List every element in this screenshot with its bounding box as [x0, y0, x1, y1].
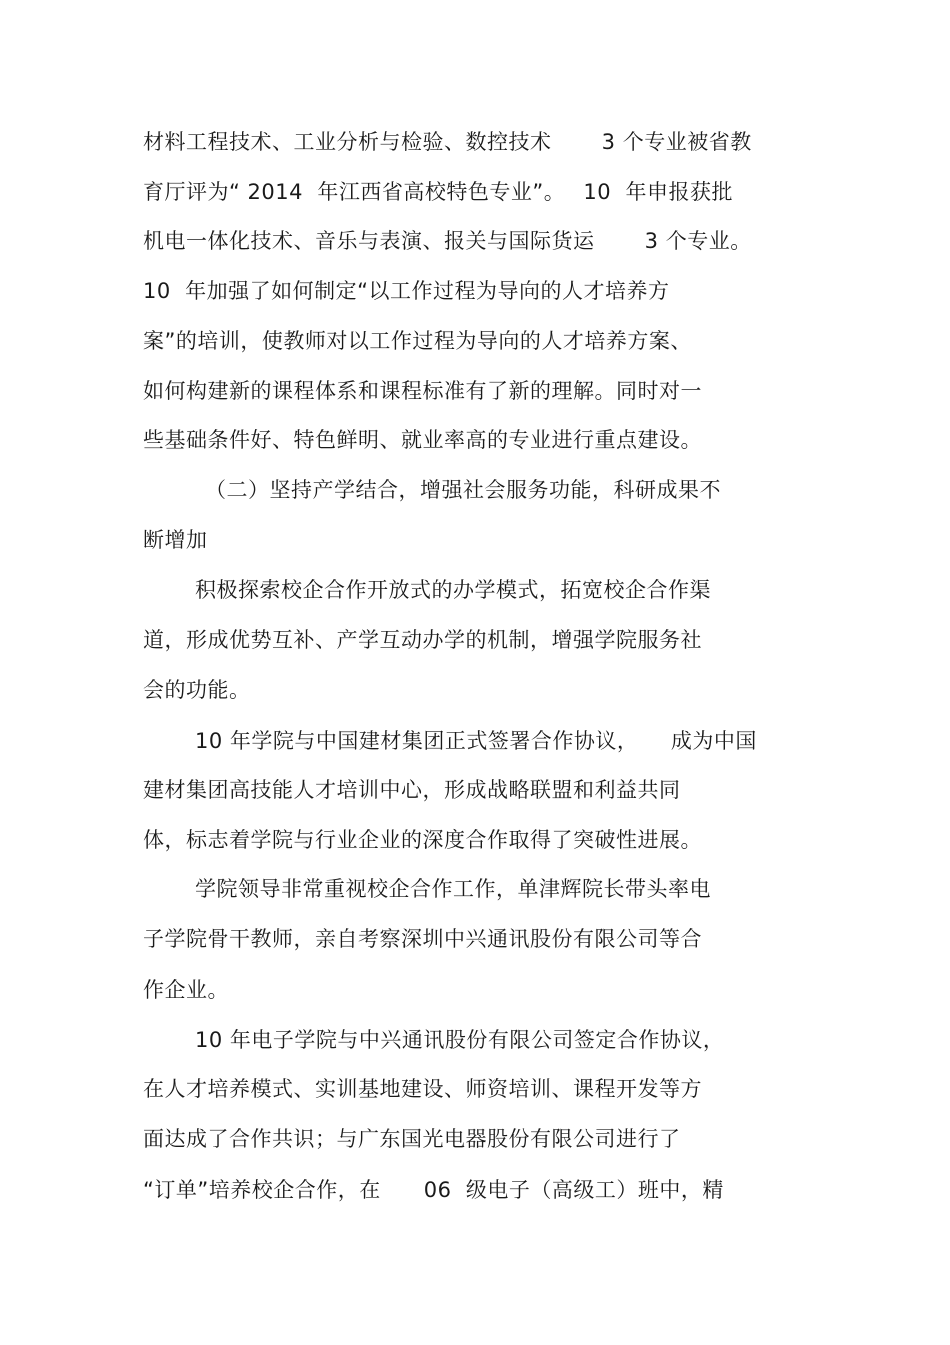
text-line: 材料工程技术、工业分析与检验、数控技术 3 个专业被省教: [143, 130, 752, 154]
text-line: 10 年加强了如何制定“以工作过程为导向的人才培养方: [143, 279, 670, 303]
paragraph-start: 学院领导非常重视校企合作工作，单津辉院长带头率电: [195, 877, 711, 901]
text-line: 育厅评为“ 2014 年江西省高校特色专业”。 10 年申报获批: [143, 180, 733, 204]
text-line: 案”的培训，使教师对以工作过程为导向的人才培养方案、: [143, 329, 692, 353]
paragraph-start: 10 年学院与中国建材集团正式签署合作协议， 成为中国: [195, 729, 757, 753]
text-line: 如何构建新的课程体系和课程标准有了新的理解。同时对一: [143, 379, 702, 403]
text-line: 道，形成优势互补、产学互动办学的机制，增强学院服务社: [143, 628, 702, 652]
text-line: “订单”培养校企合作，在 06 级电子（高级工）班中，精: [143, 1178, 724, 1202]
text-line: 子学院骨干教师，亲自考察深圳中兴通讯股份有限公司等合: [143, 927, 702, 951]
section-heading-continued: 断增加: [143, 528, 208, 552]
section-heading: （二）坚持产学结合，增强社会服务功能，科研成果不: [205, 478, 721, 502]
paragraph-start: 10 年电子学院与中兴通讯股份有限公司签定合作协议，: [195, 1028, 725, 1052]
text-line: 建材集团高技能人才培训中心，形成战略联盟和利益共同: [143, 778, 681, 802]
text-line: 面达成了合作共识；与广东国光电器股份有限公司进行了: [143, 1127, 681, 1151]
paragraph-start: 积极探索校企合作开放式的办学模式，拓宽校企合作渠: [195, 578, 711, 602]
text-line: 在人才培养模式、实训基地建设、师资培训、课程开发等方: [143, 1077, 702, 1101]
text-line: 体，标志着学院与行业企业的深度合作取得了突破性进展。: [143, 828, 702, 852]
text-line: 作企业。: [143, 978, 229, 1002]
text-line: 机电一体化技术、音乐与表演、报关与国际货运 3 个专业。: [143, 229, 752, 253]
text-line: 些基础条件好、特色鲜明、就业率高的专业进行重点建设。: [143, 428, 702, 452]
text-line: 会的功能。: [143, 678, 251, 702]
